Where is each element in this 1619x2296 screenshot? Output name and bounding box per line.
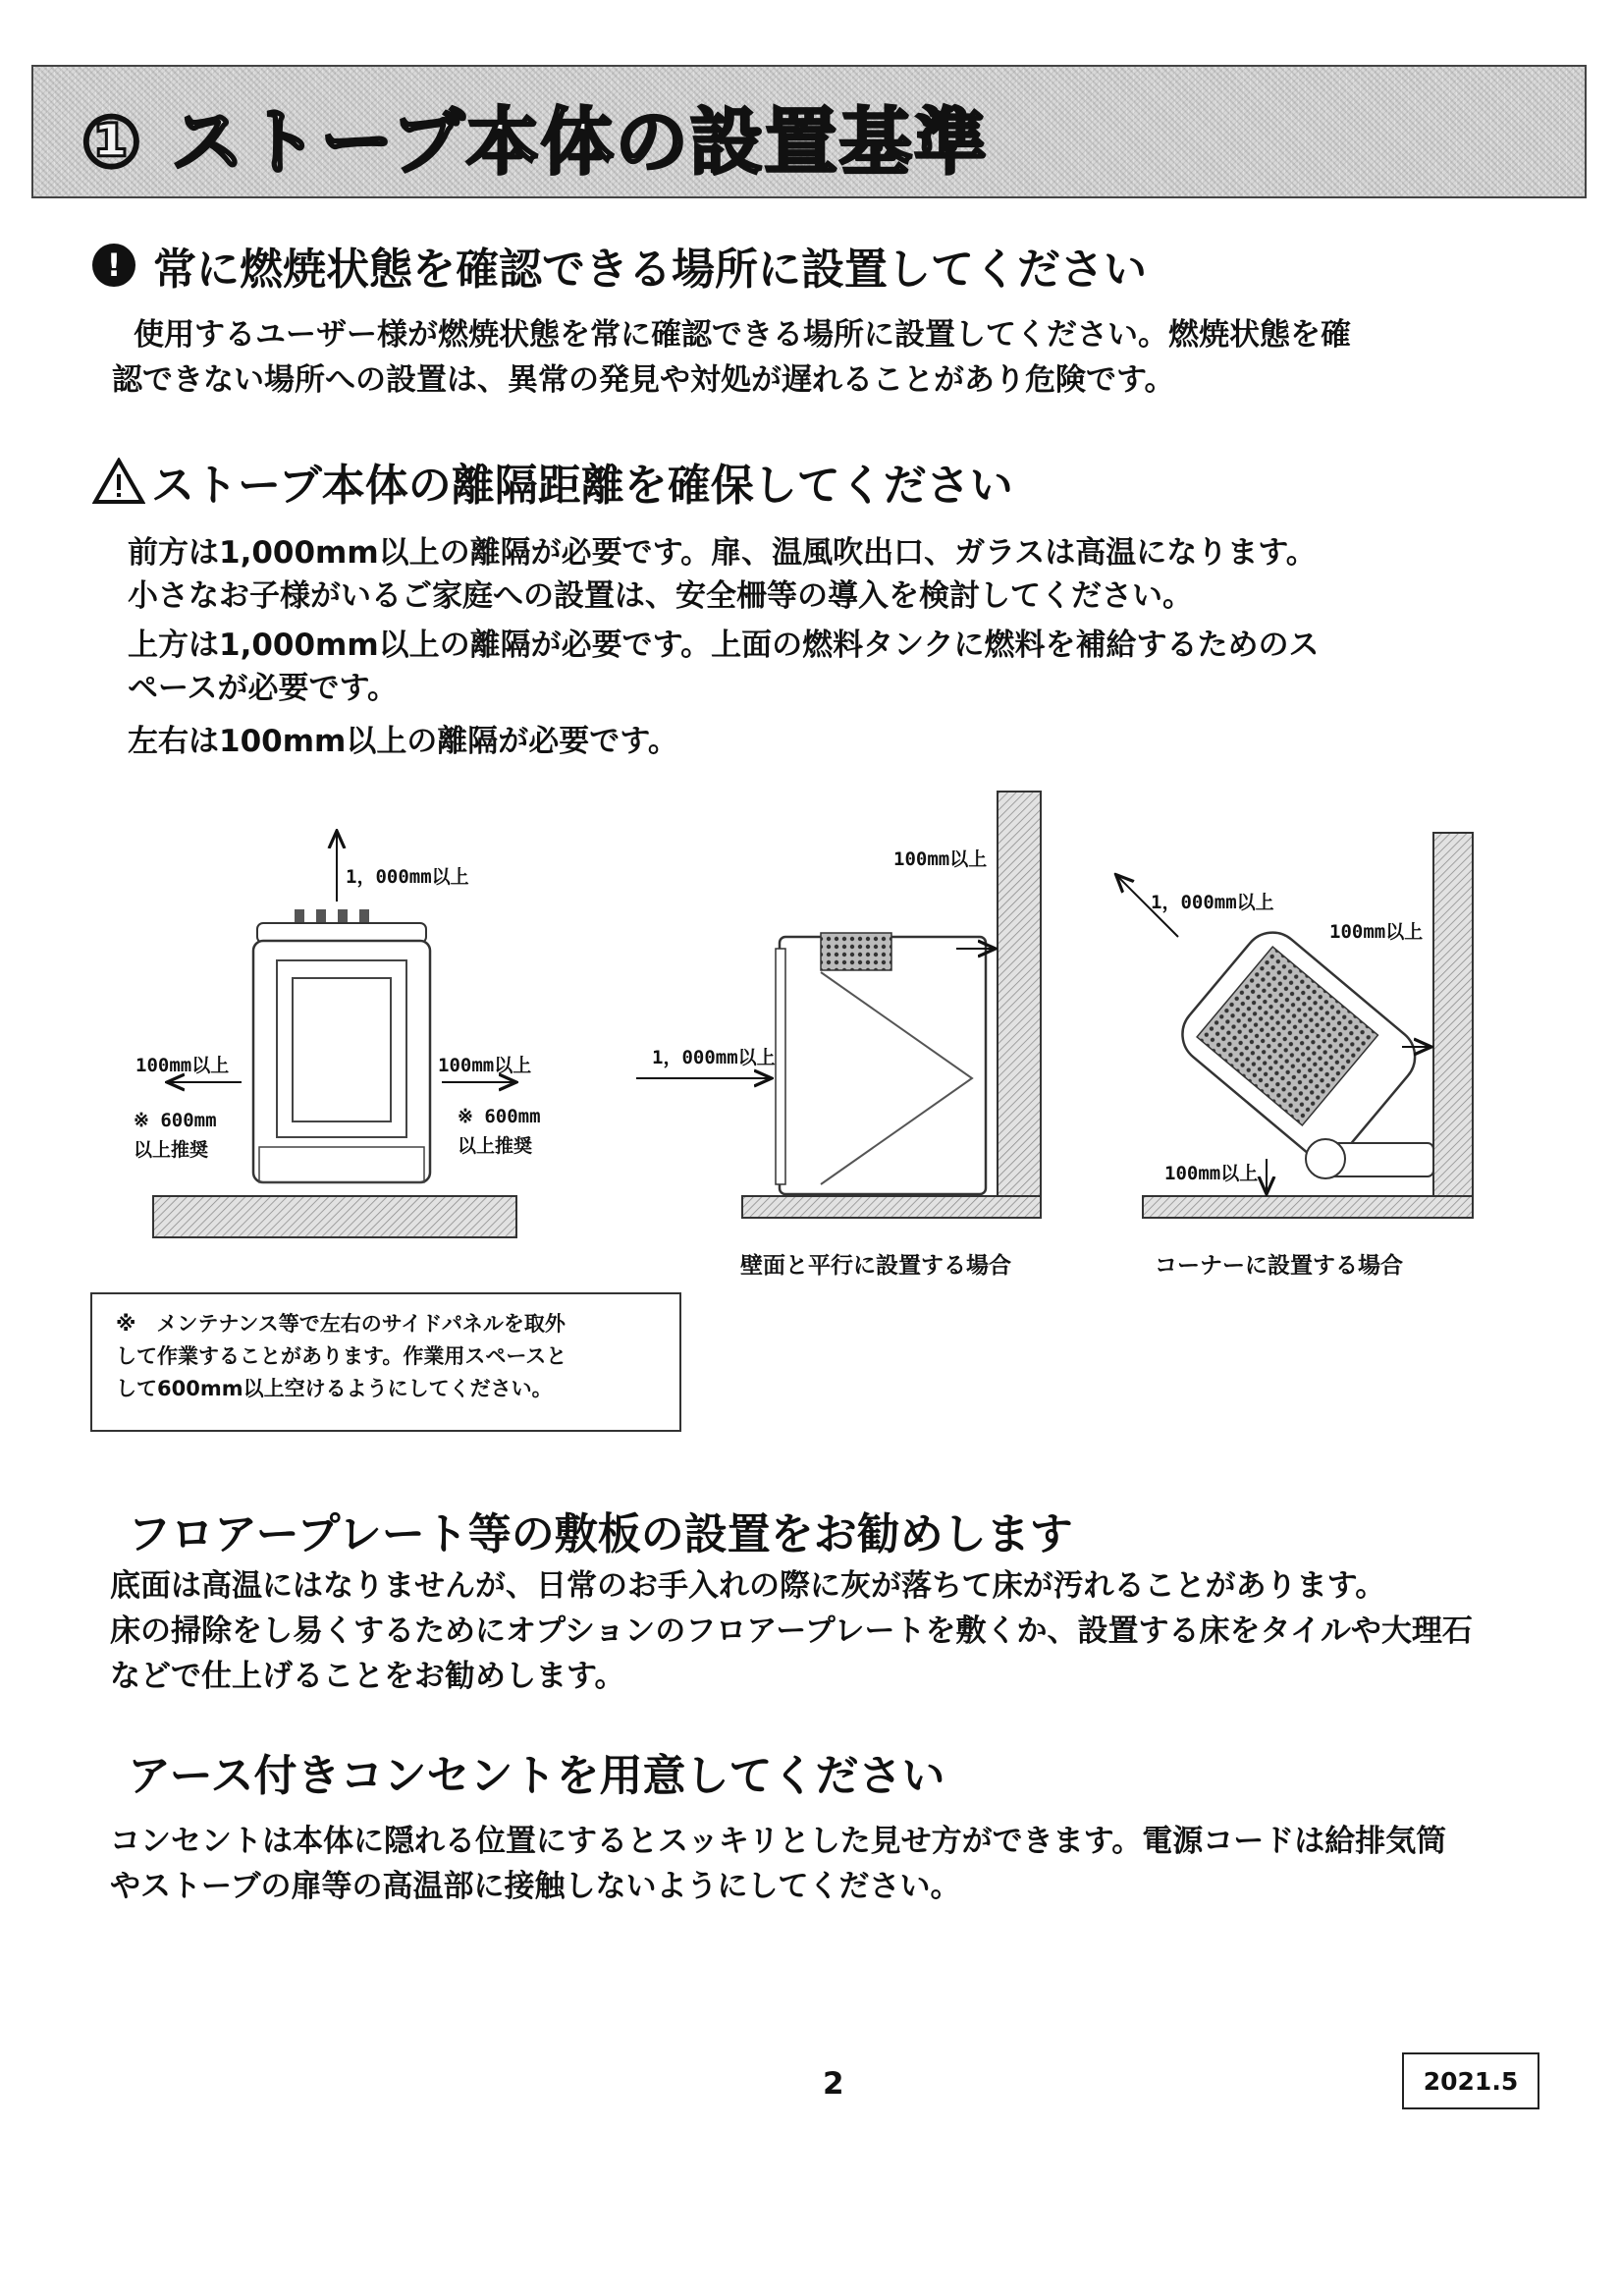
paragraph-line: 上方は1,000mm以上の離隔が必要です。上面の燃料タンクに燃料を補給するためのス	[128, 628, 1320, 663]
paragraph-line: 認できない場所への設置は、異常の発見や対処が遅れることがあり危険です。	[112, 362, 1175, 398]
section-heading-floor-plate	[128, 1499, 1073, 1561]
stove-body	[253, 941, 430, 1182]
section-heading-text: アース付きコンセントを用意してください	[128, 1751, 945, 1801]
paragraph-line: 使用するユーザー様が燃焼状態を常に確認できる場所に設置してください。燃焼状態を確	[134, 317, 1351, 353]
label-left-recommend: ※ 600mm	[134, 1110, 217, 1131]
note-line: ※ メンテナンス等で左右のサイドパネルを取外	[116, 1312, 566, 1336]
label-front-clearance: 1，000mm以上	[652, 1047, 776, 1068]
knob	[316, 909, 326, 923]
page-title: ① ストーブ本体の設置基準	[81, 100, 989, 185]
stove-front-edge	[776, 949, 785, 1184]
floor	[1143, 1196, 1473, 1218]
paragraph-line: やストーブの扉等の高温部に接触しないようにしてください。	[110, 1869, 961, 1904]
flue-elbow	[1306, 1139, 1345, 1178]
page-number: 2	[823, 2066, 844, 2102]
paragraph-line: 小さなお子様がいるご家庭への設置は、安全柵等の導入を検討してください。	[128, 578, 1193, 614]
section-heading-text: フロアープレート等の敷板の設置をお勧めします	[128, 1509, 1073, 1559]
label-diagonal-clearance: 1，000mm以上	[1151, 892, 1274, 913]
wall	[1433, 833, 1473, 1218]
front-view-diagram	[153, 833, 516, 1237]
knob	[359, 909, 369, 923]
label-right-recommend: ※ 600mm	[458, 1106, 541, 1127]
exclamation-circle-icon: !	[92, 244, 135, 287]
section-heading-text: ストーブ本体の離隔距離を確保してください	[151, 461, 1013, 511]
paragraph-line: などで仕上げることをお勧めします。	[110, 1659, 625, 1694]
paragraph-line: 床の掃除をし易くするためにオプションのフロアープレートを敷くか、設置する床をタイルや大理石	[110, 1613, 1473, 1649]
paragraph-line: 底面は高温にはなりませんが、日常のお手入れの際に灰が落ちて床が汚れることがあります。	[110, 1568, 1386, 1604]
label-top-clearance: 1，000mm以上	[346, 866, 469, 888]
wall	[998, 792, 1041, 1218]
knob	[295, 909, 304, 923]
label-bottom-clearance: 100mm以上	[1164, 1163, 1259, 1184]
label-left-clearance: 100mm以上	[135, 1055, 230, 1076]
maintenance-note	[90, 1292, 681, 1432]
section-heading-text: 常に燃焼状態を確認できる場所に設置してください	[153, 245, 1147, 295]
note-line: して作業することがあります。作業用スペースと	[116, 1344, 567, 1368]
paragraph-line: 左右は100mm以上の離隔が必要です。	[128, 724, 678, 759]
label-side-clearance: 100mm以上	[1329, 921, 1424, 943]
note-line: して600mm以上空けるようにしてください。	[116, 1377, 553, 1400]
caption-corner: コーナーに設置する場合	[1155, 1253, 1403, 1279]
knob	[338, 909, 348, 923]
grille	[821, 933, 891, 970]
revision-date: 2021.5	[1402, 2052, 1539, 2109]
caption-wall: 壁面と平行に設置する場合	[740, 1253, 1011, 1279]
paragraph-line: コンセントは本体に隠れる位置にするとスッキリとした見せ方ができます。電源コードは給排気筒	[110, 1824, 1447, 1859]
label-right-clearance: 100mm以上	[438, 1055, 532, 1076]
paragraph-line: ペースが必要です。	[128, 671, 398, 706]
label-left-recommend: 以上推奨	[134, 1139, 209, 1161]
label-right-recommend: 以上推奨	[458, 1135, 533, 1157]
section-heading-outlet	[128, 1740, 944, 1803]
paragraph-line: 前方は1,000mm以上の離隔が必要です。扉、温風吹出口、ガラスは高温になります。	[128, 535, 1317, 571]
floor	[153, 1196, 516, 1237]
floor	[742, 1196, 1041, 1218]
label-back-clearance: 100mm以上	[893, 848, 988, 870]
